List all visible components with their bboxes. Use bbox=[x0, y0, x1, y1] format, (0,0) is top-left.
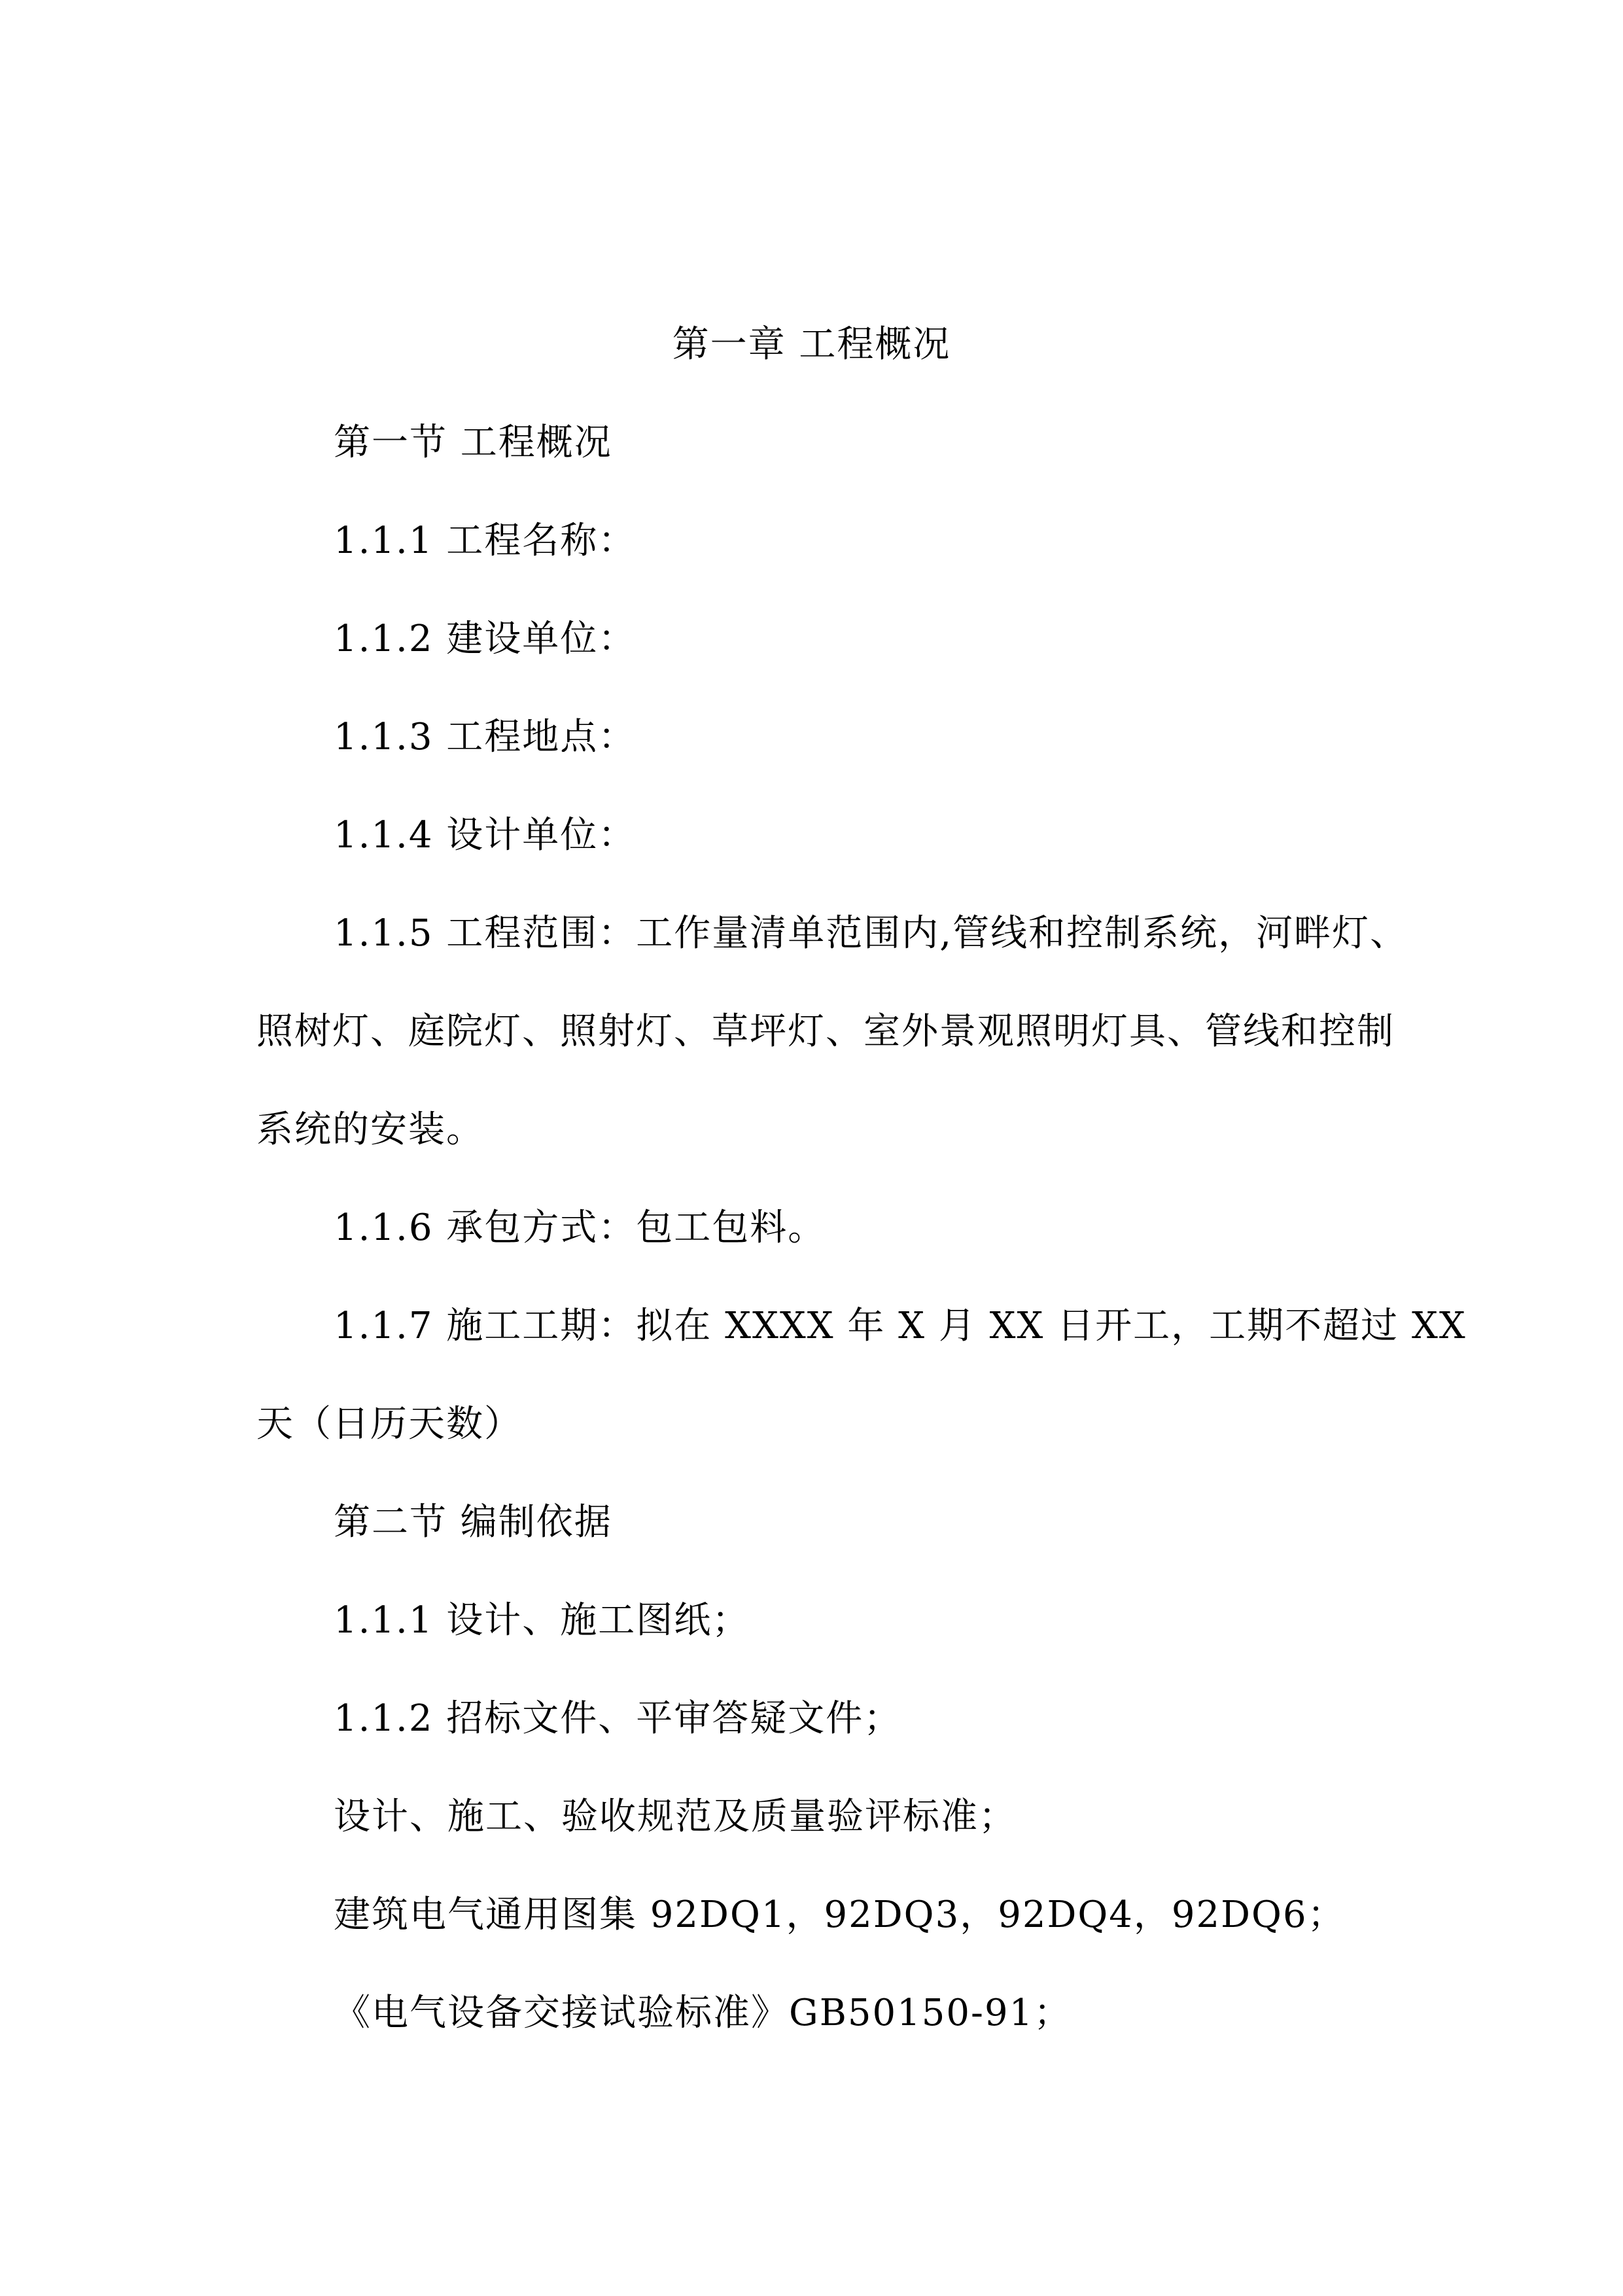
paragraph: 1.1.6 承包方式：包工包料。 bbox=[334, 1207, 826, 1249]
paragraph: 1.1.1 设计、施工图纸； bbox=[334, 1599, 750, 1642]
paragraph-continuation: 系统的安装。 bbox=[256, 1108, 484, 1151]
section-heading: 第一节 工程概况 bbox=[334, 421, 612, 464]
paragraph-continuation: 天（日历天数） bbox=[256, 1403, 522, 1445]
paragraph: 1.1.4 设计单位： bbox=[334, 814, 637, 857]
paragraph: 1.1.5 工程范围：工作量清单范围内,管线和控制系统，河畔灯、 bbox=[334, 912, 1408, 955]
paragraph: 设计、施工、验收规范及质量验评标准； bbox=[334, 1795, 1017, 1838]
paragraph: 1.1.1 工程名称： bbox=[334, 520, 637, 562]
section-heading: 第二节 编制依据 bbox=[334, 1501, 612, 1544]
paragraph: 建筑电气通用图集 92DQ1，92DQ3，92DQ4，92DQ6； bbox=[334, 1894, 1346, 1936]
paragraph: 《电气设备交接试验标准》GB50150-91； bbox=[334, 1992, 1072, 2034]
paragraph-continuation: 照树灯、庭院灯、照射灯、草坪灯、室外景观照明灯具、管线和控制 bbox=[256, 1010, 1395, 1053]
paragraph: 1.1.2 招标文件、平审答疑文件； bbox=[334, 1697, 902, 1740]
chapter-title: 第一章 工程概况 bbox=[672, 323, 951, 366]
paragraph: 1.1.2 建设单位： bbox=[334, 618, 637, 660]
paragraph: 1.1.3 工程地点： bbox=[334, 716, 637, 758]
paragraph: 1.1.7 施工工期：拟在 XXXX 年 X 月 XX 日开工，工期不超过 XX bbox=[334, 1305, 1467, 1347]
